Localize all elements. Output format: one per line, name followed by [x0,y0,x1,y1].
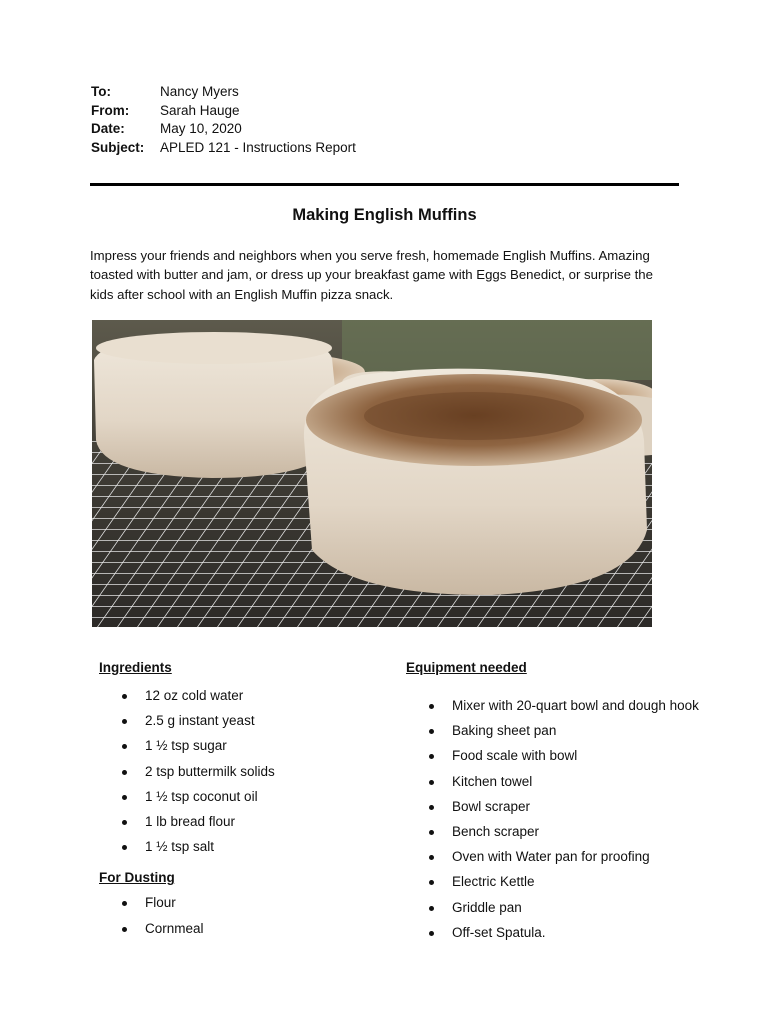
bullet-icon [429,906,434,911]
list-item [406,769,726,794]
list-item-text: Flour [145,895,176,911]
list-item-text: Electric Kettle [452,874,535,890]
memo-date-label: Date: [91,121,125,137]
equipment-heading: Equipment needed [406,660,527,675]
list-item [406,819,726,844]
memo-to-row [91,83,356,102]
list-item [99,834,379,859]
list-item-text: Food scale with bowl [452,748,578,764]
list-item-text: 12 oz cold water [145,688,244,703]
bullet-icon [122,795,127,800]
bullet-icon [429,729,434,734]
bullet-icon [429,855,434,860]
memo-to-label: To: [91,84,111,99]
list-item [99,890,379,915]
list-item [99,733,379,758]
list-item [406,743,726,768]
list-item [406,844,726,869]
memo-from-row [91,102,356,121]
dusting-heading: For Dusting [99,870,175,886]
list-item [99,759,379,784]
memo-subject-value: APLED 121 - Instructions Report [160,140,356,156]
bullet-icon [429,830,434,835]
list-item [406,920,726,945]
list-item-text: Kitchen towel [452,773,533,789]
dusting-list [99,890,379,940]
memo-subject-label: Subject: [91,140,145,156]
list-item-text: 1 ½ tsp coconut oil [145,788,258,804]
list-item-text: 2.5 g instant yeast [145,713,255,729]
list-item [99,708,379,733]
bullet-icon [122,901,127,906]
list-item-text: Baking sheet pan [452,723,557,739]
bullet-icon [122,719,127,724]
bullet-icon [429,805,434,810]
bullet-icon [122,770,127,775]
bullet-icon [122,820,127,825]
list-item-text: 2 tsp buttermilk solids [145,763,275,779]
memo-date-row [91,120,356,139]
bullet-icon [429,880,434,885]
ingredients-heading: Ingredients [99,660,172,675]
memo-from-label: From: [91,102,130,118]
memo-from-value: Sarah Hauge [160,102,240,118]
english-muffins-photo [92,320,652,627]
memo-to-value: Nancy Myers [160,84,239,99]
bullet-icon [122,927,127,932]
list-item-text: 1 ½ tsp sugar [145,738,227,754]
list-item [406,794,726,819]
ingredients-list [99,683,379,859]
list-item-text: Bench scraper [452,823,540,839]
page-title: Making English Muffins [292,206,477,224]
bullet-icon [429,780,434,785]
intro-paragraph: Impress your friends and neighbors when you serve fresh, homemade English Muffins. Amazing toasted with butter and jam, or dress up your breakfast game with Eggs Benedict, or surprise the kids after school with an English Muffin pizza snack. [90,248,653,302]
bullet-icon [122,744,127,749]
list-item [406,693,726,718]
bullet-icon [122,845,127,850]
list-item [99,916,379,941]
list-item-text: Bowl scraper [452,798,531,814]
list-item-text: 1 ½ tsp salt [145,839,215,855]
ingredients-section [99,658,379,941]
list-item-text: Oven with Water pan for proofing [452,849,650,865]
bullet-icon [429,704,434,709]
header-divider [90,183,679,186]
list-item [99,683,379,708]
list-item-text: 1 lb bread flour [145,813,236,829]
list-item-text: Mixer with 20-quart bowl and dough hook [452,698,699,713]
memo-header [91,83,356,158]
list-item [99,784,379,809]
list-item-text: Griddle pan [452,899,522,915]
bullet-icon [429,931,434,936]
memo-date-value: May 10, 2020 [160,121,242,137]
equipment-list [406,693,726,945]
list-item-text: Off-set Spatula. [452,924,546,940]
bullet-icon [122,694,127,699]
list-item [99,809,379,834]
list-item [406,895,726,920]
memo-subject-row [91,139,356,158]
list-item [406,718,726,743]
bullet-icon [429,754,434,759]
list-item-text: Cornmeal [145,920,204,936]
equipment-section [406,658,726,945]
list-item [406,869,726,894]
